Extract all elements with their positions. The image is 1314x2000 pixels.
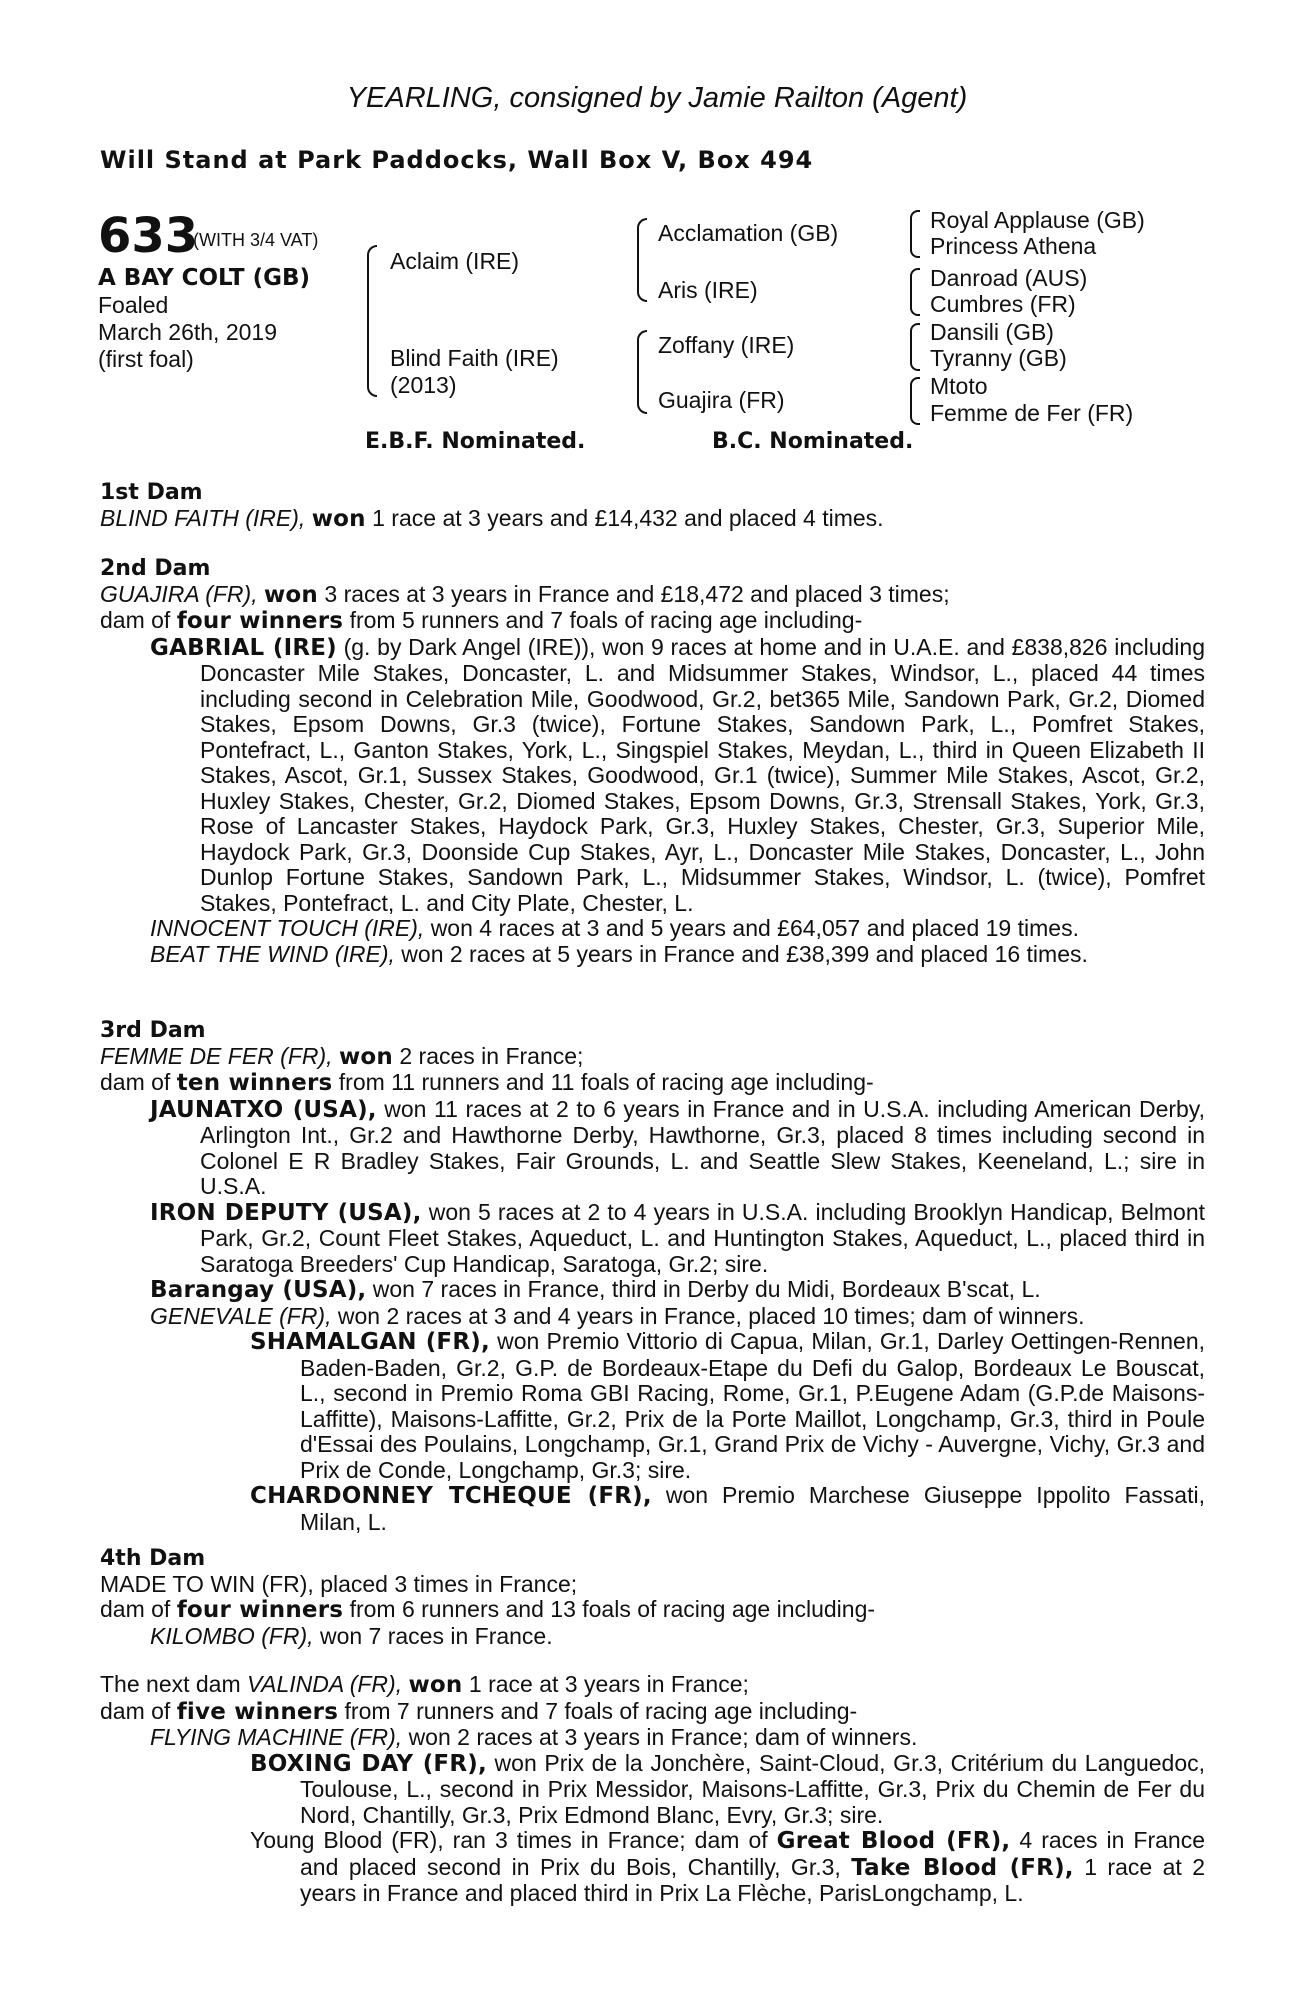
chardonney-name: CHARDONNEY TCHEQUE (FR), [250,1483,652,1509]
foaled-label: Foaled [98,292,169,318]
gabrial-name: GABRIAL (IRE) [150,634,337,661]
innocent-name: INNOCENT TOUCH (IRE), [150,915,425,941]
third-dam-text: 2 races in France; [399,1042,584,1069]
fourth-dam-section [100,1545,1205,1649]
third-dam-damof-b: from 11 runners and 11 foals of racing age including- [338,1069,874,1095]
first-dam-won: won [311,505,366,532]
next-dam-damof-a: dam of [100,1697,171,1724]
beat-name: BEAT THE WIND (IRE), [150,940,395,967]
shamalgan-text: won Premio Vittorio di Capua, Milan, Gr.1, Darley Oettingen-Rennen, Baden-Baden, Gr.2, G.P. de Bordeaux-Etape du Defi du Galop, Bordeaux Le Bouscat, L., second in Premio Roma GBI Racing, Rome, Gr.1, P.Eugene Adam (G.P.de Maisons-Laffitte), Maisons-Laffitte, Gr.2, Prix de la Porte Maillot, Longchamp, Gr.3, third in Poule d'Essai des Poulains, Longchamp, Gr.1, Grand Prix de Vichy - Auvergne, Vichy, Gr.3 and Prix de Conde, Longchamp, Gr.3; sire. [300,1328,1206,1483]
ebf-nominated: E.B.F. Nominated. [365,429,586,454]
iron-deputy-text: won 5 races at 2 to 4 years in U.S.A. including Brooklyn Handicap, Belmont Park, Gr.2, Count Fleet Stakes, Aqueduct, L. and Huntington Stakes, Aqueduct, L., placed third in Saratoga Breeders' Cup Handicap, Saratoga, Gr.2; sire. [200,1198,1205,1277]
young-blood-text-b: 4 races in France and placed second in Prix du Bois, Chantilly, Gr.3, [300,1827,1205,1880]
flying-machine-text: won 2 races at 3 years in France; dam of winners. [408,1724,918,1750]
second-dam-section [100,555,1205,967]
third-dam-damof-a: dam of [100,1069,171,1095]
pedigree-ssd: Princess Athena [930,233,1097,259]
pedigree-brace-3d [910,377,920,425]
next-dam-text: 1 race at 3 years in France; [468,1671,749,1697]
next-dam-name: VALINDA (FR), [247,1671,403,1697]
third-dam-name: FEMME DE FER (FR), [100,1042,333,1069]
jaunatxo-text: won 11 races at 2 to 6 years in France and in U.S.A. including American Derby, Arlington Int., Gr.2 and Hawthorne Derby, Hawthorne, Gr.3, placed 8 times including second in Colonel E R Bradley Stakes, Fair Grounds, L. and Seattle Slew Stakes, Keeneland, L.; sire in U.S.A. [200,1095,1205,1199]
kilombo-name: KILOMBO (FR), [150,1622,314,1649]
foaled-date: March 26th, 2019 [98,319,278,345]
genevale-text: won 2 races at 3 and 4 years in France, placed 10 times; dam of winners. [337,1302,1085,1329]
pedigree-sd: Aris (IRE) [658,277,758,303]
first-dam-text: 1 race at 3 years and £14,432 and placed 4 times. [372,504,884,531]
pedigree-sss: Royal Applause (GB) [930,207,1145,233]
lot-number: 633 [98,208,199,264]
pedigree-ds: Zoffany (IRE) [658,332,795,358]
gabrial-entry [100,635,1205,917]
next-dam-winners: five winners [176,1698,339,1725]
second-dam-won: won [263,581,319,608]
second-dam-damof-a: dam of [100,607,171,633]
pedigree-sire: Aclaim (IRE) [390,248,520,274]
lot-name: A BAY COLT (GB) [98,265,311,291]
first-dam-section [100,479,1205,532]
third-dam-won: won [338,1043,393,1070]
second-dam-damof-b: from 5 runners and 7 foals of racing age including- [349,607,863,633]
pedigree-brace-3c [910,323,920,371]
pedigree-dd: Guajira (FR) [658,387,785,413]
young-blood-text-c: 1 race at 2 years in France and placed third in Prix La Flèche, ParisLongchamp, L. [300,1853,1206,1906]
pedigree-brace-2a [637,218,647,302]
kilombo-text: won 7 races in France. [319,1622,553,1649]
flying-machine-name: FLYING MACHINE (FR), [150,1724,403,1750]
fourth-dam-heading: 4th Dam [100,1546,206,1571]
pedigree-dam: Blind Faith (IRE) [390,345,559,371]
pedigree-brace-3a [910,210,920,258]
pedigree-brace-2b [637,330,647,414]
chardonney-text: won Premio Marchese Giuseppe Ippolito Fassati, Milan, L. [300,1482,1205,1535]
second-dam-heading: 2nd Dam [100,556,211,581]
next-dam-section [100,1672,1205,1907]
iron-deputy-name: IRON DEPUTY (USA), [150,1199,422,1226]
take-blood-name: Take Blood (FR), [851,1854,1074,1881]
next-dam-prefix: The next dam [100,1671,241,1697]
young-blood-text-a: Young Blood (FR), ran 3 times in France; dam of [250,1827,768,1853]
stand-location: Will Stand at Park Paddocks, Wall Box V, Box 494 [100,146,814,174]
pedigree-dds: Mtoto [930,373,988,399]
pedigree-brace-1 [367,245,377,397]
first-dam-heading: 1st Dam [100,480,203,505]
fourth-dam-damof-a: dam of [100,1596,171,1622]
third-dam-section [100,1017,1205,1535]
next-dam-won: won [408,1672,463,1698]
lot-vat: (WITH 3/4 VAT) [193,230,319,250]
barangay-text: won 7 races in France, third in Derby du Midi, Bordeaux B'scat, L. [372,1276,1041,1302]
shamalgan-name: SHAMALGAN (FR), [250,1329,490,1355]
genevale-name: GENEVALE (FR), [150,1302,332,1329]
barangay-name: Barangay (USA), [150,1277,367,1303]
first-dam-name: BLIND FAITH (IRE), [100,504,306,531]
third-dam-winners: ten winners [176,1070,333,1096]
second-dam-name: GUAJIRA (FR), [100,580,258,607]
pedigree-dam-year: (2013) [390,372,457,398]
pedigree-ss: Acclamation (GB) [658,220,839,246]
pedigree-sdd: Cumbres (FR) [930,291,1076,317]
beat-text: won 2 races at 5 years in France and £38,399 and placed 16 times. [401,940,1088,967]
boxing-day-text: won Prix de la Jonchère, Saint-Cloud, Gr.3, Critérium du Languedoc, Toulouse, L., second in Prix Messidor, Maisons-Laffitte, Gr.3, Prix du Chemin de Fer du Nord, Chantilly, Gr.3, Prix Edmond Blanc, Evry, Gr.3; sire. [300,1749,1206,1828]
boxing-day-name: BOXING DAY (FR), [250,1750,487,1777]
bc-nominated: B.C. Nominated. [712,429,914,454]
innocent-text: won 4 races at 3 and 5 years and £64,057 and placed 19 times. [430,915,1079,941]
third-dam-heading: 3rd Dam [100,1018,206,1043]
pedigree-brace-3b [910,268,920,316]
second-dam-winners: four winners [176,608,344,634]
fourth-dam-damof-b: from 6 runners and 13 foals of racing age including- [349,1596,876,1622]
pedigree-dss: Dansili (GB) [930,319,1054,345]
second-dam-text: 3 races at 3 years in France and £18,472 and placed 3 times; [324,580,950,607]
pedigree-ddd: Femme de Fer (FR) [930,400,1134,426]
foal-note: (first foal) [98,346,194,372]
jaunatxo-name: JAUNATXO (USA), [150,1096,377,1123]
pedigree-dsd: Tyranny (GB) [930,345,1067,371]
gabrial-text: (g. by Dark Angel (IRE)), won 9 races at home and in U.A.E. and £838,826 including Doncaster Mile Stakes, Doncaster, L. and Midsummer Stakes, Windsor, L., placed 44 times including second in Celebration Mile, Goodwood, Gr.2, bet365 Mile, Sandown Park, Gr.2, Diomed Stakes, Epsom Downs, Gr.3 (twice), Fortune Stakes, Sandown Park, L., Pomfret Stakes, Pontefract, L., Ganton Stakes, York, L., Singspiel Stakes, Meydan, L., third in Queen Elizabeth II Stakes, Ascot, Gr.1, Sussex Stakes, Goodwood, Gr.1 (twice), Summer Mile Stakes, Ascot, Gr.2, Huxley Stakes, Chester, Gr.2, Diomed Stakes, Epsom Downs, Gr.3, Strensall Stakes, York, Gr.3, Rose of Lancaster Stakes, Haydock Park, Gr.3, Huxley Stakes, Chester, Gr.3, Superior Mile, Haydock Park, Gr.3, Doonside Cup Stakes, Ayr, L., Doncaster Mile Stakes, Doncaster, L., John Dunlop Fortune Stakes, Sandown Park, L., Midsummer Stakes, Windsor, L. (twice), Pomfret Stakes, Pontefract, L. and City Plate, Chester, L. [200,633,1206,916]
next-dam-damof-b: from 7 runners and 7 foals of racing age including- [344,1697,858,1724]
page-title: YEARLING, consigned by Jamie Railton (Agent) [346,82,968,114]
fourth-dam-winners: four winners [176,1597,344,1623]
pedigree-sds: Danroad (AUS) [930,265,1088,291]
fourth-dam-text: MADE TO WIN (FR), placed 3 times in France; [100,1570,578,1597]
great-blood-name: Great Blood (FR), [776,1828,1011,1854]
